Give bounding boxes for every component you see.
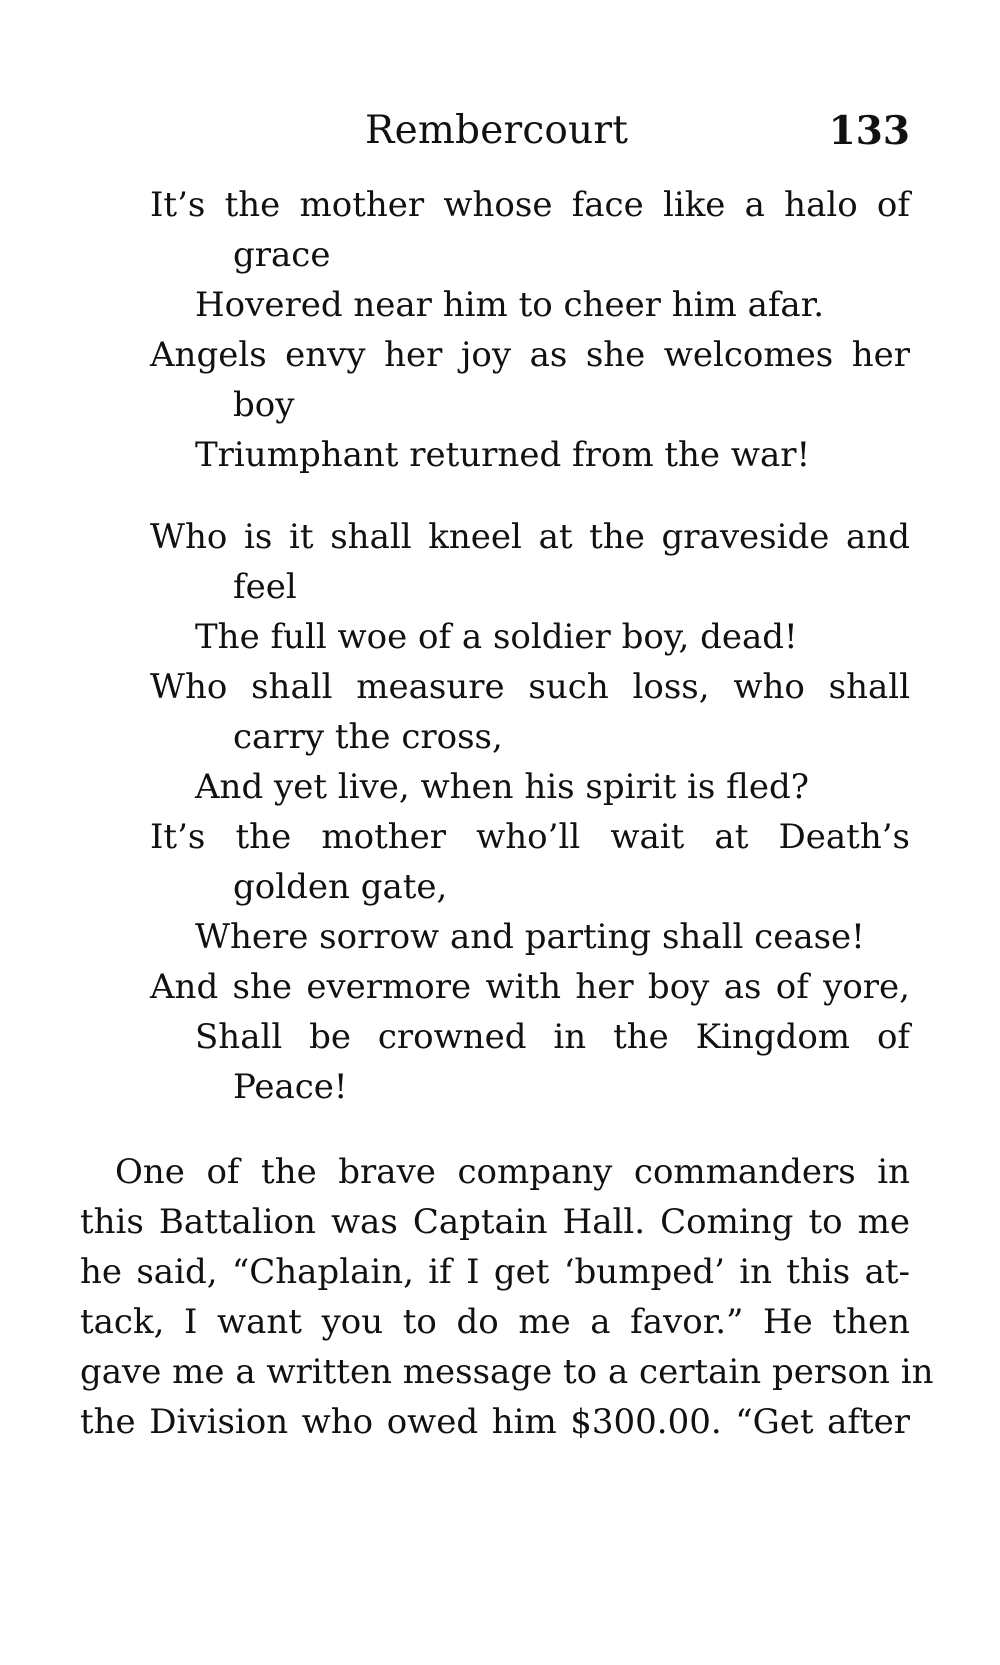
- poem-line: grace: [233, 235, 331, 275]
- poem-line: Shall be crowned in the Kingdom of: [195, 1017, 910, 1057]
- poem-line: It’s the mother whose face like a halo of: [150, 185, 910, 225]
- poem-line: And she evermore with her boy as of yore,: [150, 967, 910, 1007]
- prose-line: One of the brave company commanders in: [115, 1152, 910, 1192]
- poem-line: feel: [233, 567, 297, 607]
- poem-line: carry the cross,: [233, 717, 503, 757]
- poem-line: Hovered near him to cheer him afar.: [195, 285, 825, 325]
- page-header: [150, 108, 910, 168]
- running-head: Rembercourt: [365, 108, 629, 153]
- poem-line: golden gate,: [233, 867, 448, 907]
- poem-line: It’s the mother who’ll wait at Death’s: [150, 817, 910, 857]
- poem-line: Who shall measure such loss, who shall: [150, 667, 910, 707]
- prose-line: this Battalion was Captain Hall. Coming to me: [80, 1202, 910, 1242]
- page-number: 133: [828, 108, 910, 154]
- prose-line: the Division who owed him $300.00. “Get after: [80, 1402, 910, 1442]
- poem-line: Angels envy her joy as she welcomes her: [150, 335, 910, 375]
- prose-line: gave me a written message to a certain person in: [80, 1352, 934, 1392]
- prose-line: he said, “Chaplain, if I get ‘bumped’ in this at-: [80, 1252, 910, 1292]
- poem-line: Triumphant returned from the war!: [195, 435, 811, 475]
- poem-line: boy: [233, 385, 295, 425]
- prose-line: tack, I want you to do me a favor.” He then: [80, 1302, 910, 1342]
- poem-line: And yet live, when his spirit is fled?: [195, 767, 809, 807]
- poem-line: Peace!: [233, 1067, 348, 1107]
- poem-line: Where sorrow and parting shall cease!: [195, 917, 865, 957]
- poem-line: Who is it shall kneel at the graveside and: [150, 517, 910, 557]
- poem-line: The full woe of a soldier boy, dead!: [195, 617, 798, 657]
